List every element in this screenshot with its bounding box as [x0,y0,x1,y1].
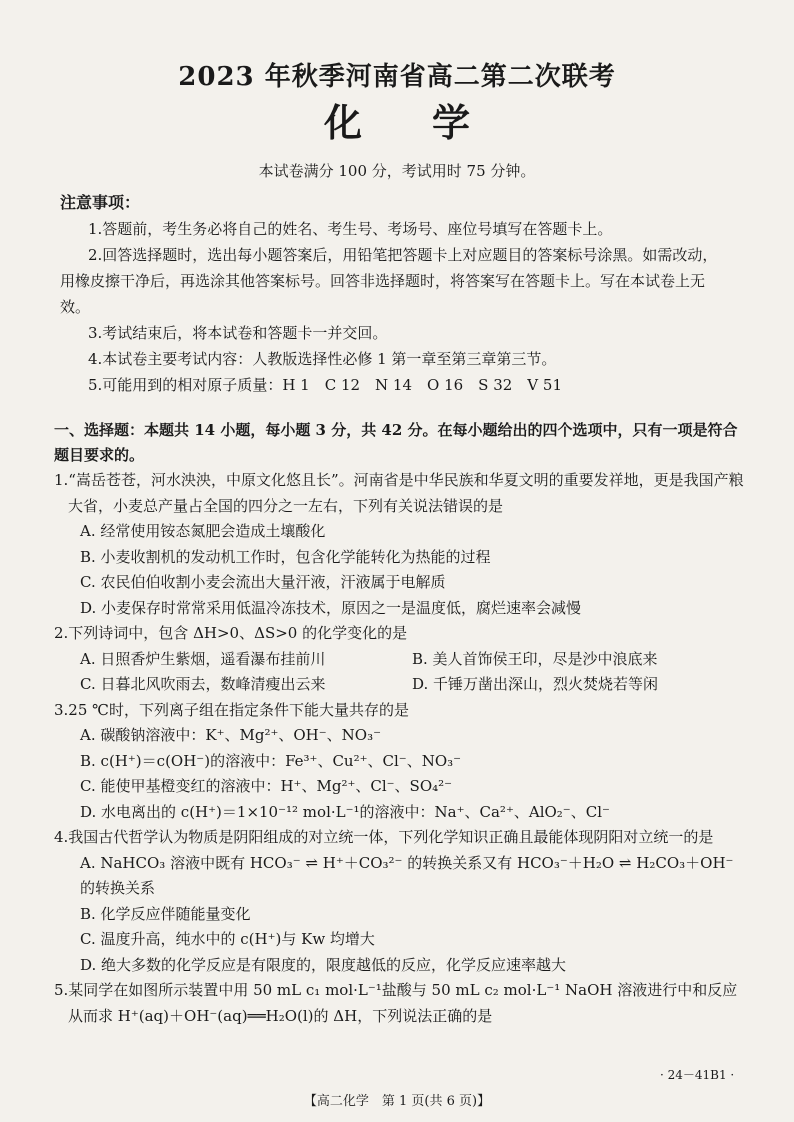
question-stem: 3.25 ℃时，下列离子组在指定条件下能大量共存的是 [54,700,409,719]
option-b: B. 小麦收割机的发动机工作时，包含化学能转化为热能的过程 [80,547,491,566]
question-3 [54,698,744,826]
option-a: A. 日照香炉生紫烟，遥看瀑布挂前川 [80,649,326,668]
option-a: A. 碳酸钠溶液中：K⁺、Mg²⁺、OH⁻、NO₃⁻ [80,726,382,744]
question-stem: 4.我国古代哲学认为物质是阴阳组成的对立统一体，下列化学知识正确且最能体现阴阳对立统一的是 [54,828,714,846]
question-5 [54,978,744,1029]
question-4 [54,825,744,978]
score-line: 本试卷满分 100 分，考试用时 75 分钟。 [258,162,536,180]
exam-title: 2023 年秋季河南省高二第二次联考 [178,62,616,92]
question-2 [54,621,744,698]
note-item: 4.本试卷主要考试内容：人教版选择性必修 1 第一章至第三章第三节。 [88,350,557,368]
note-item: 5.可能用到的相对原子质量：H 1 C 12 N 14 O 16 S 32 V 51 [88,376,562,394]
option-b: B. 美人首饰侯王印，尽是沙中浪底来 [412,649,658,668]
question-stem: 5.某同学在如图所示装置中用 50 mL c₁ mol·L⁻¹盐酸与 50 mL c₂ mol·L⁻¹ NaOH 溶液进行中和反应从而求 H⁺(aq)＋OH⁻(aq)══H₂O(l)的 ΔH，下列说法正确的是 [54,981,738,1025]
option-d: D. 绝大多数的化学反应是有限度的，限度越低的反应，化学反应速率越大 [80,955,567,974]
question-1 [54,468,744,621]
note-item: 3.考试结束后，将本试卷和答题卡一并交回。 [88,324,388,342]
option-d: D. 千锤万凿出深山，烈火焚烧若等闲 [412,675,659,693]
option-c: C. 日暮北风吹雨去，数峰清瘦出云来 [80,675,326,693]
option-b: B. c(H⁺)＝c(OH⁻)的溶液中：Fe³⁺、Cu²⁺、Cl⁻、NO₃⁻ [80,751,462,770]
page-footer: 【高二化学 第 1 页(共 6 页)】 [303,1094,491,1109]
option-c: C. 农民伯伯收割小麦会流出大量汗液，汗液属于电解质 [80,573,446,591]
option-b: B. 化学反应伴随能量变化 [80,904,251,923]
section-heading: 一、选择题：本题共 14 小题，每小题 3 分，共 42 分。在每小题给出的四个选项中，只有一项是符合题目要求的。 [54,421,738,464]
questions [54,468,744,1029]
paper-code: · 24－41B1 · [660,1068,735,1082]
subject-title: 化学 [323,100,540,145]
question-stem: 2.下列诗词中，包含 ΔH>0、ΔS>0 的化学变化的是 [54,624,408,642]
question-stem: 1.“嵩岳苍苍，河水泱泱，中原文化悠且长”。河南省是中华民族和华夏文明的重要发祥地，更是我国产粮大省，小麦总产量占全国的四分之一左右，下列有关说法错误的是 [54,471,744,515]
notes-list [60,216,725,398]
option-row [54,672,744,698]
option-row [54,647,744,673]
note-item: 2.回答选择题时，选出每小题答案后，用铅笔把答题卡上对应题目的答案标号涂黑。如需改动，用橡皮擦干净后，再选涂其他答案标号。回答非选择题时，将答案写在答题卡上。写在本试卷上无效。 [60,246,718,316]
option-c: C. 温度升高，纯水中的 c(H⁺)与 Kw 均增大 [80,930,375,948]
option-c: C. 能使甲基橙变红的溶液中：H⁺、Mg²⁺、Cl⁻、SO₄²⁻ [80,777,453,795]
notes-heading: 注意事项： [60,193,141,212]
option-a: A. NaHCO₃ 溶液中既有 HCO₃⁻ ⇌ H⁺＋CO₃²⁻ 的转换关系又有 HCO₃⁻＋H₂O ⇌ H₂CO₃＋OH⁻ 的转换关系 [80,853,734,897]
option-d: D. 水电离出的 c(H⁺)＝1×10⁻¹² mol·L⁻¹的溶液中：Na⁺、Ca²⁺、AlO₂⁻、Cl⁻ [80,802,610,821]
note-item: 1.答题前，考生务必将自己的姓名、考生号、考场号、座位号填写在答题卡上。 [88,220,613,238]
option-d: D. 小麦保存时常常采用低温冷冻技术，原因之一是温度低，腐烂速率会减慢 [80,598,582,617]
option-a: A. 经常使用铵态氮肥会造成土壤酸化 [80,522,326,540]
